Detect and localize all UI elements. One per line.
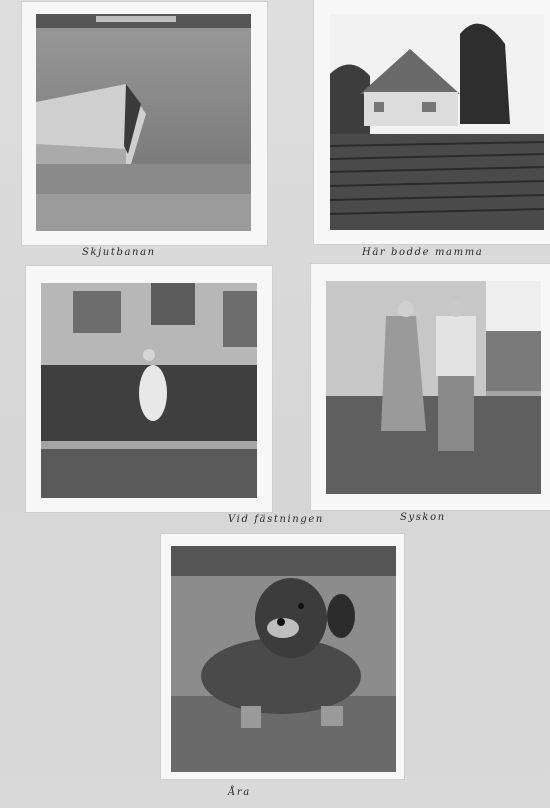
photo-print-shooting-range	[22, 2, 267, 245]
photo-print-woman-by-fortress	[26, 266, 272, 512]
caption-dog: Åra	[228, 787, 251, 798]
caption-woman-by-fortress: Vid fästningen	[228, 514, 324, 525]
photo-print-dog	[161, 534, 404, 779]
photo-print-siblings	[311, 264, 550, 510]
photo-siblings	[326, 281, 541, 494]
photo-shooting-range	[36, 14, 251, 231]
caption-house: Här bodde mamma	[362, 247, 484, 258]
caption-siblings: Syskon	[400, 512, 446, 523]
caption-shooting-range: Skjutbanan	[82, 247, 156, 258]
photo-house	[330, 14, 544, 230]
photo-dog	[171, 546, 396, 772]
photo-woman-by-fortress	[41, 283, 257, 498]
photo-print-house	[314, 0, 550, 244]
